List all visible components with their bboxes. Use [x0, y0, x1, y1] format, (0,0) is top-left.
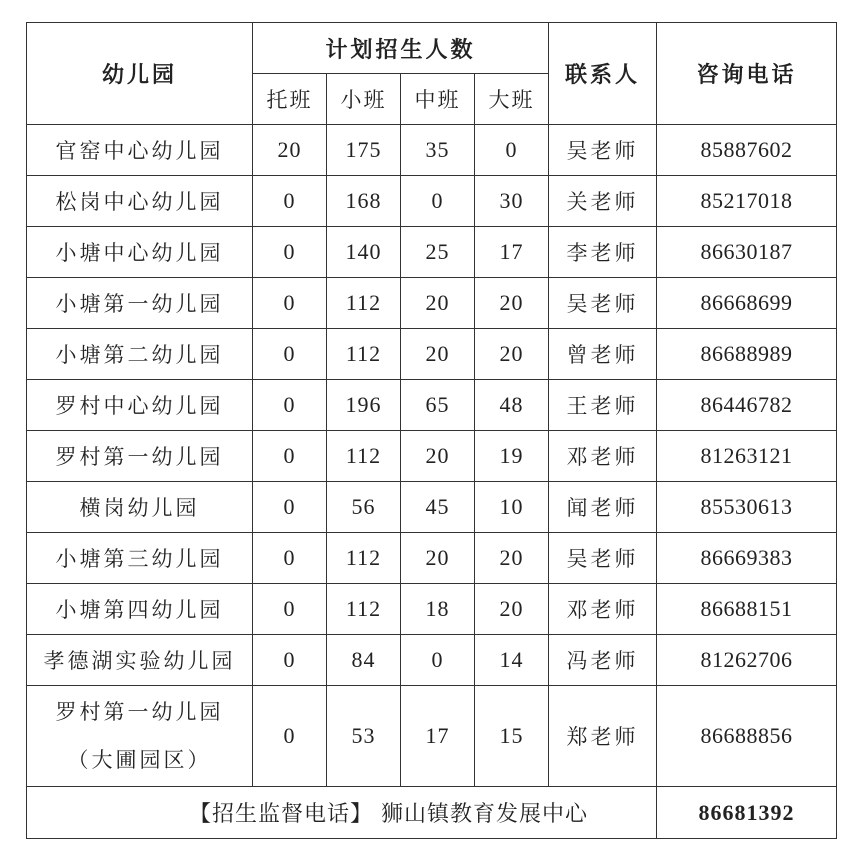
table-row	[27, 125, 837, 176]
da-count: 19	[475, 431, 549, 482]
consult-phone: 86446782	[657, 380, 837, 431]
tuo-count: 0	[253, 686, 327, 787]
table-row	[27, 278, 837, 329]
header-phone: 咨询电话	[657, 23, 837, 125]
supervision-phone: 86681392	[657, 787, 837, 839]
zhong-count: 0	[401, 176, 475, 227]
zhong-count: 18	[401, 584, 475, 635]
consult-phone: 86688856	[657, 686, 837, 787]
table-row	[27, 176, 837, 227]
table-row	[27, 533, 837, 584]
da-count: 20	[475, 584, 549, 635]
header-contact: 联系人	[549, 23, 657, 125]
tuo-count: 0	[253, 482, 327, 533]
tuo-count: 20	[253, 125, 327, 176]
kindergarten-name: 孝德湖实验幼儿园	[27, 635, 253, 686]
table-row	[27, 686, 837, 787]
kindergarten-name-line2: （大圃园区）	[67, 748, 212, 772]
kindergarten-name: 小塘第三幼儿园	[27, 533, 253, 584]
contact-person: 曾老师	[549, 329, 657, 380]
da-count: 48	[475, 380, 549, 431]
da-count: 0	[475, 125, 549, 176]
consult-phone: 85887602	[657, 125, 837, 176]
header-kindergarten: 幼儿园	[27, 23, 253, 125]
header-tuo-class: 托班	[253, 74, 327, 125]
contact-person: 吴老师	[549, 278, 657, 329]
xiao-count: 196	[327, 380, 401, 431]
tuo-count: 0	[253, 635, 327, 686]
xiao-count: 56	[327, 482, 401, 533]
xiao-count: 84	[327, 635, 401, 686]
xiao-count: 53	[327, 686, 401, 787]
contact-person: 邓老师	[549, 431, 657, 482]
zhong-count: 20	[401, 533, 475, 584]
contact-person: 闻老师	[549, 482, 657, 533]
footer-label-cell	[27, 787, 657, 839]
xiao-count: 140	[327, 227, 401, 278]
table-row	[27, 329, 837, 380]
footer-label: 【招生监督电话】 狮山镇教育发展中心	[189, 802, 588, 827]
consult-phone: 86668699	[657, 278, 837, 329]
xiao-count: 112	[327, 533, 401, 584]
contact-person: 冯老师	[549, 635, 657, 686]
da-count: 30	[475, 176, 549, 227]
consult-phone: 81262706	[657, 635, 837, 686]
tuo-count: 0	[253, 533, 327, 584]
consult-phone: 86688989	[657, 329, 837, 380]
header-xiao-class: 小班	[327, 74, 401, 125]
da-count: 10	[475, 482, 549, 533]
zhong-count: 17	[401, 686, 475, 787]
xiao-count: 112	[327, 584, 401, 635]
table-row	[27, 482, 837, 533]
kindergarten-name: 小塘中心幼儿园	[27, 227, 253, 278]
consult-phone: 86688151	[657, 584, 837, 635]
table-row	[27, 635, 837, 686]
xiao-count: 168	[327, 176, 401, 227]
table-row	[27, 380, 837, 431]
zhong-count: 35	[401, 125, 475, 176]
consult-phone: 86630187	[657, 227, 837, 278]
xiao-count: 175	[327, 125, 401, 176]
consult-phone: 81263121	[657, 431, 837, 482]
kindergarten-name: 罗村第一幼儿园	[27, 431, 253, 482]
zhong-count: 25	[401, 227, 475, 278]
tuo-count: 0	[253, 278, 327, 329]
contact-person: 李老师	[549, 227, 657, 278]
tuo-count: 0	[253, 584, 327, 635]
tuo-count: 0	[253, 227, 327, 278]
da-count: 20	[475, 329, 549, 380]
table-row	[27, 584, 837, 635]
consult-phone: 85217018	[657, 176, 837, 227]
footer-spacer	[27, 787, 121, 838]
tuo-count: 0	[253, 176, 327, 227]
tuo-count: 0	[253, 431, 327, 482]
kindergarten-name: 小塘第四幼儿园	[27, 584, 253, 635]
contact-person: 王老师	[549, 380, 657, 431]
tuo-count: 0	[253, 329, 327, 380]
xiao-count: 112	[327, 329, 401, 380]
contact-person: 郑老师	[549, 686, 657, 787]
footer-row	[27, 787, 837, 839]
table-row	[27, 431, 837, 482]
zhong-count: 45	[401, 482, 475, 533]
kindergarten-name-line1: 罗村第一幼儿园	[55, 700, 224, 724]
kindergarten-name	[27, 686, 253, 787]
contact-person: 关老师	[549, 176, 657, 227]
tuo-count: 0	[253, 380, 327, 431]
contact-person: 吴老师	[549, 125, 657, 176]
da-count: 20	[475, 278, 549, 329]
enrollment-table	[26, 22, 837, 839]
da-count: 20	[475, 533, 549, 584]
xiao-count: 112	[327, 278, 401, 329]
header-zhong-class: 中班	[401, 74, 475, 125]
da-count: 17	[475, 227, 549, 278]
kindergarten-name: 松岗中心幼儿园	[27, 176, 253, 227]
contact-person: 邓老师	[549, 584, 657, 635]
contact-person: 吴老师	[549, 533, 657, 584]
da-count: 14	[475, 635, 549, 686]
header-plan-group: 计划招生人数	[253, 23, 549, 74]
kindergarten-name: 小塘第一幼儿园	[27, 278, 253, 329]
consult-phone: 85530613	[657, 482, 837, 533]
zhong-count: 20	[401, 278, 475, 329]
kindergarten-name: 官窑中心幼儿园	[27, 125, 253, 176]
header-da-class: 大班	[475, 74, 549, 125]
consult-phone: 86669383	[657, 533, 837, 584]
table-row	[27, 227, 837, 278]
zhong-count: 0	[401, 635, 475, 686]
zhong-count: 20	[401, 431, 475, 482]
kindergarten-name: 小塘第二幼儿园	[27, 329, 253, 380]
kindergarten-name: 罗村中心幼儿园	[27, 380, 253, 431]
da-count: 15	[475, 686, 549, 787]
zhong-count: 65	[401, 380, 475, 431]
kindergarten-name: 横岗幼儿园	[27, 482, 253, 533]
xiao-count: 112	[327, 431, 401, 482]
zhong-count: 20	[401, 329, 475, 380]
